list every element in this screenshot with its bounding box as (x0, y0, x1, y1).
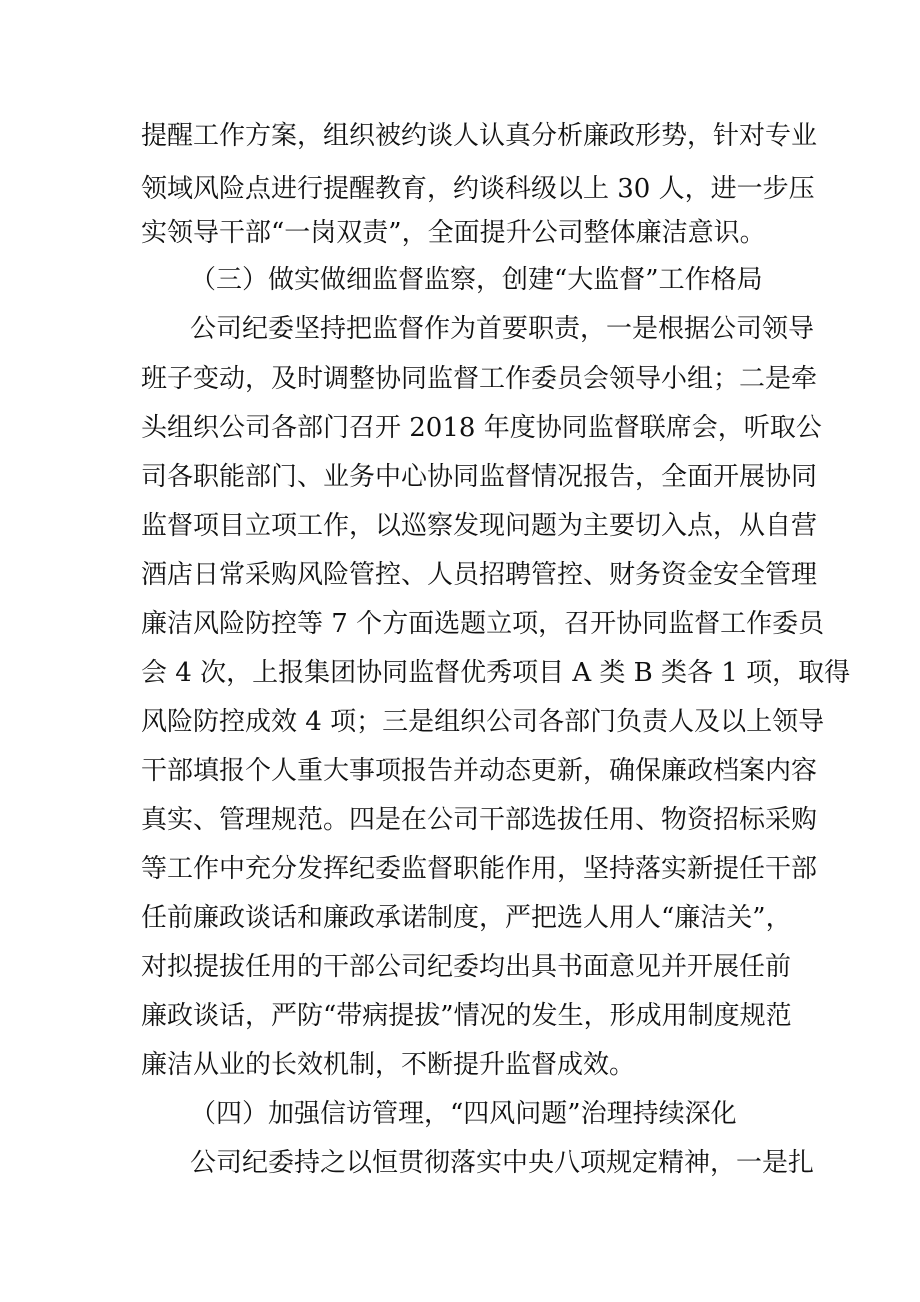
section-heading-3: （三）做实做细监督监察，创建“大监督”工作格局 (190, 265, 763, 295)
text-line-6: 班子变动，及时调整协同监督工作委员会领导小组；二是牵 (141, 364, 818, 394)
text-line-2: 领域风险点进行提醒教育，约谈科级以上 30 人，进一步压 (141, 174, 815, 204)
text-line-18: 对拟提拔任用的干部公司纪委均出具书面意见并开展任前 (141, 952, 792, 982)
text-line-19: 廉政谈话，严防“带病提拔”情况的发生，形成用制度规范 (141, 1001, 792, 1031)
text-line-14: 干部填报个人重大事项报告并动态更新，确保廉政档案内容 (141, 756, 818, 786)
text-line-5: 公司纪委坚持把监督作为首要职责，一是根据公司领导 (190, 314, 815, 344)
text-line-8: 司各职能部门、业务中心协同监督情况报告，全面开展协同 (141, 462, 818, 492)
section-heading-4: （四）加强信访管理，“四风问题”治理持续深化 (190, 1099, 737, 1129)
text-line-12: 会 4 次，上报集团协同监督优秀项目 A 类 B 类各 1 项，取得 (141, 658, 851, 688)
text-line-22: 公司纪委持之以恒贯彻落实中央八项规定精神，一是扎 (190, 1148, 815, 1178)
text-line-9: 监督项目立项工作，以巡察发现问题为主要切入点，从自营 (141, 511, 818, 541)
text-line-7: 头组织公司各部门召开 2018 年度协同监督联席会，听取公 (141, 413, 822, 443)
text-line-1: 提醒工作方案，组织被约谈人认真分析廉政形势，针对专业 (141, 121, 818, 151)
text-line-20: 廉洁从业的长效机制，不断提升监督成效。 (141, 1050, 636, 1080)
text-line-17: 任前廉政谈话和廉政承诺制度，严把选人用人“廉洁关”， (141, 903, 792, 933)
text-line-16: 等工作中充分发挥纪委监督职能作用，坚持落实新提任干部 (141, 854, 818, 884)
text-line-3: 实领导干部“一岗双责”，全面提升公司整体廉洁意识。 (141, 218, 766, 248)
text-line-11: 廉洁风险防控等 7 个方面选题立项，召开协同监督工作委员 (141, 609, 825, 639)
text-line-15: 真实、管理规范。四是在公司干部选拔任用、物资招标采购 (141, 805, 818, 835)
text-line-10: 酒店日常采购风险管控、人员招聘管控、财务资金安全管理 (141, 560, 818, 590)
text-line-13: 风险防控成效 4 项；三是组织公司各部门负责人及以上领导 (141, 707, 825, 737)
